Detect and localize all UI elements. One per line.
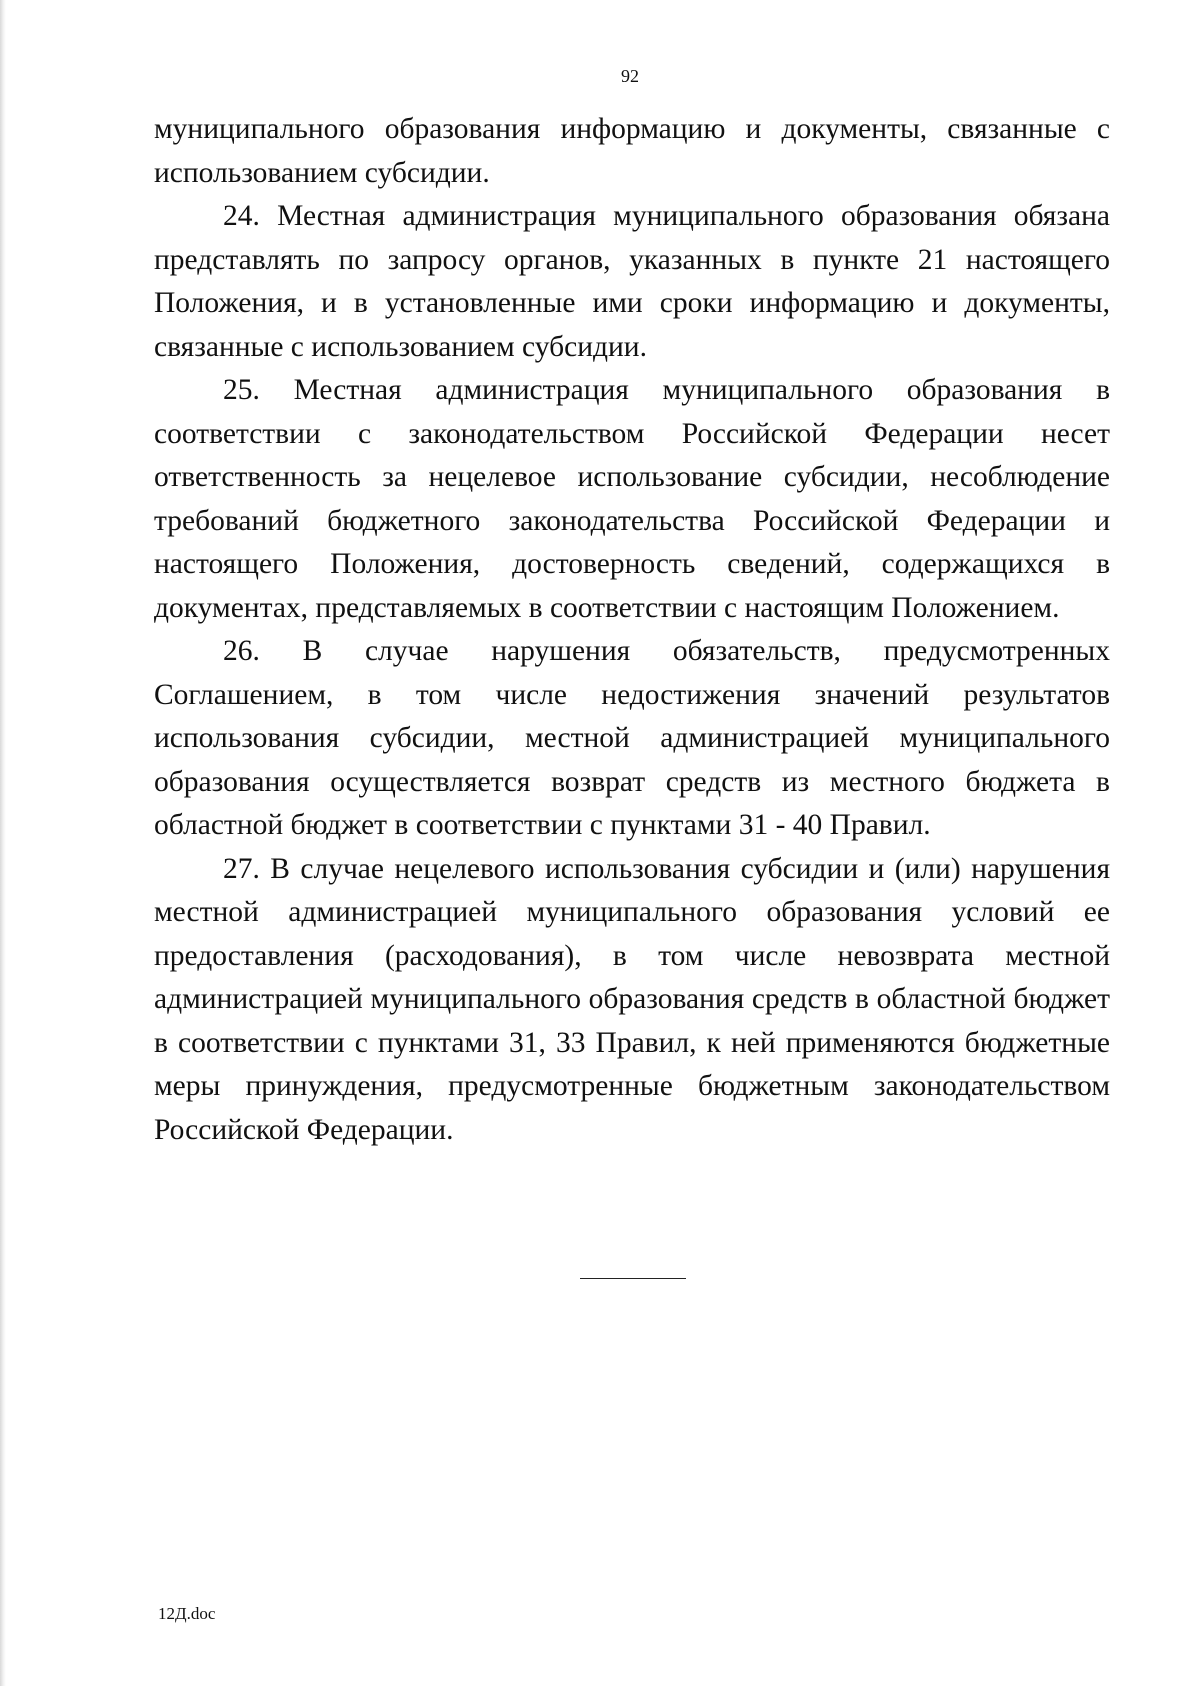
paragraph-continuation [154,108,1110,195]
paragraph-26 [154,630,1110,848]
paragraph-number: 24. [223,200,260,232]
page-number: 92 [621,66,639,86]
end-of-document-rule [580,1278,686,1279]
paragraph-number: 25. [223,374,260,406]
paragraph-number: 27. [223,852,260,885]
paragraph-text: В случае нарушения обязательств, предусмотренных Соглашением, в том числе недостижения значений результатов использования субсидии, местной администрацией муниципального образования осуществляется возврат средств из местного бюджета в областной бюджет в соответствии с пунктами 31 - 40 Правил. [154,635,1110,841]
scan-edge [0,0,6,1686]
footer-filename: 12Д.doc [158,1604,216,1623]
paragraph-text: Местная администрация муниципального образования обязана представлять по запросу органов, указанных в пункте 21 настоящего Положения, и в установленные ими сроки информацию и документы, связанные с использованием субсидии. [154,200,1111,363]
document-body [154,108,1110,1152]
paragraph-25 [154,369,1110,630]
paragraph-text: Местная администрация муниципального образования в соответствии с законодательством Российской Федерации несет ответственность за нецелевое использование субсидии, несоблюдение требований бюджетного законодательства Российской Федерации и настоящего Положения, достоверность сведений, содержащихся в документах, представляемых в соответствии с настоящим Положением. [154,374,1111,624]
paragraph-number: 26. [223,635,260,667]
paragraph-text: муниципального образования информацию и документы, связанные с использованием субсидии. [154,113,1110,189]
paragraph-text: В случае нецелевого использования субсидии и (или) нарушения местной администрацией муниципального образования условий ее предоставления (расходования), в том числе невозврата местной администрацией муниципального образования средств в областной бюджет в соответствии с пунктами 31, 33 Правил, к ней применяются бюджетные меры принуждения, предусмотренные бюджетным законодательством Российской Федерации. [154,852,1111,1146]
paragraph-27 [154,848,1110,1153]
paragraph-24 [154,195,1110,369]
